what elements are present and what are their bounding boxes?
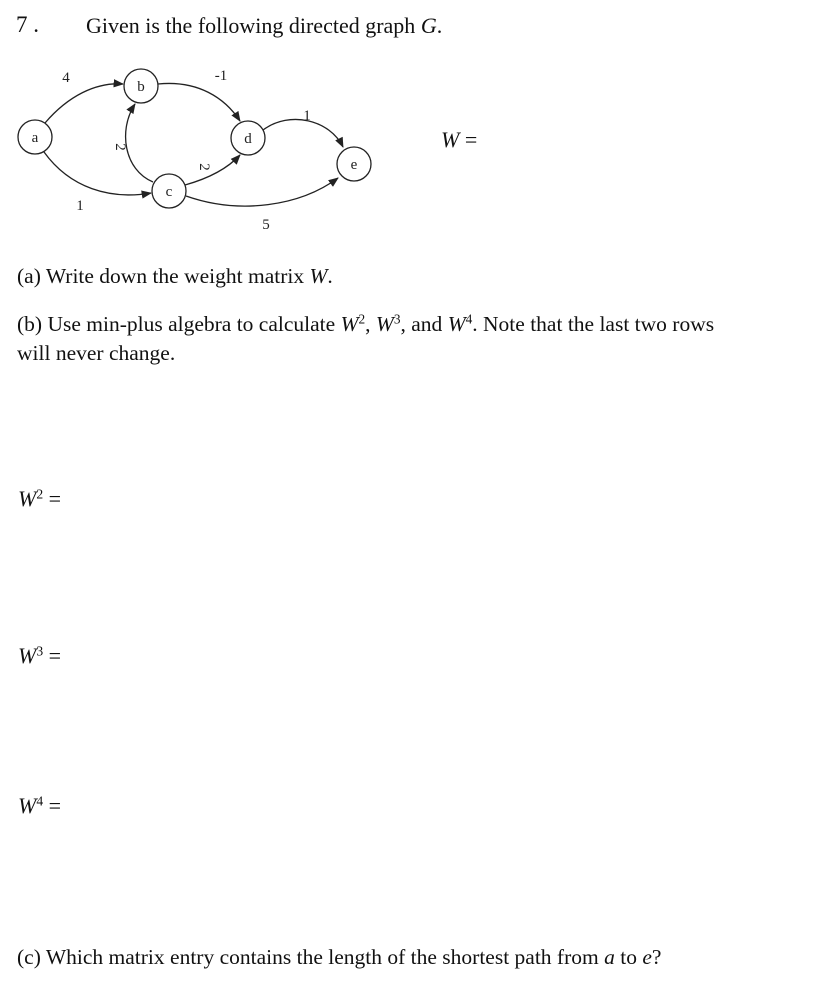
- w-equals: =: [459, 127, 478, 152]
- edge-weight-c-b: 2: [112, 143, 128, 151]
- w2-label-symbol: W: [18, 486, 37, 511]
- w3-symbol: W: [375, 312, 394, 336]
- part-b-text: (b) Use min-plus algebra to calculate: [17, 312, 341, 336]
- directed-graph: [0, 0, 825, 260]
- part-c-question-mark: ?: [651, 945, 662, 969]
- edge-weight-b-d: -1: [214, 68, 228, 84]
- part-a-period: .: [327, 264, 333, 288]
- part-b-and: , and: [400, 312, 448, 336]
- edge-weight-c-d: 2: [196, 163, 212, 171]
- edge-c-b: [126, 104, 153, 182]
- w2-exponent: 2: [358, 311, 366, 327]
- w3-exponent: 3: [393, 311, 401, 327]
- w3-label-symbol: W: [18, 643, 37, 668]
- w3-label-eq: =: [43, 643, 62, 668]
- part-c-to-word: to: [614, 945, 643, 969]
- part-b-comma: ,: [365, 312, 376, 336]
- graph-edges: [44, 68, 343, 233]
- edge-a-c: [44, 152, 151, 195]
- w2-symbol: W: [340, 312, 359, 336]
- graph-nodes: [18, 69, 371, 208]
- w4-label: [18, 793, 61, 819]
- edge-weight-a-c: 1: [76, 198, 84, 214]
- w4-label-eq: =: [43, 793, 62, 818]
- intro-text: Given is the following directed graph: [86, 13, 421, 38]
- w-symbol: W: [441, 127, 460, 152]
- part-b-line-2: will never change.: [17, 341, 176, 365]
- w2-label: [18, 486, 61, 512]
- part-a-symbol: W: [309, 264, 328, 288]
- graph-symbol: G: [420, 13, 437, 38]
- w4-label-symbol: W: [18, 793, 37, 818]
- w4-label-exp: 4: [36, 793, 44, 809]
- node-label-b: b: [137, 79, 145, 95]
- edge-b-d: [158, 83, 240, 121]
- w4-symbol: W: [447, 312, 466, 336]
- node-label-d: d: [244, 131, 252, 147]
- node-label-a: a: [31, 130, 39, 146]
- intro-period: .: [436, 13, 443, 38]
- question-number: 7 .: [16, 12, 39, 37]
- part-c-text: (c) Which matrix entry contains the length of the shortest path from: [17, 945, 605, 969]
- node-label-e: e: [350, 157, 358, 173]
- w3-label-exp: 3: [36, 643, 44, 659]
- part-a: [17, 262, 333, 291]
- part-c: [17, 943, 661, 972]
- edge-weight-a-b: 4: [62, 70, 70, 86]
- edge-weight-d-e: 1: [303, 108, 311, 124]
- w2-label-eq: =: [43, 486, 62, 511]
- weight-matrix-label: [441, 127, 477, 153]
- node-label-c: c: [165, 184, 173, 200]
- part-a-text: (a) Write down the weight matrix: [17, 264, 310, 288]
- edge-weight-c-e: 5: [262, 217, 270, 233]
- w3-label: [18, 643, 61, 669]
- edge-c-e: [186, 178, 338, 206]
- part-c-to: e: [642, 945, 652, 969]
- part-c-from: a: [604, 945, 615, 969]
- edge-a-b: [45, 84, 123, 123]
- part-b-text-2: . Note that the last two rows: [472, 312, 715, 336]
- part-b: [17, 310, 714, 368]
- w2-label-exp: 2: [36, 486, 44, 502]
- w4-exponent: 4: [465, 311, 473, 327]
